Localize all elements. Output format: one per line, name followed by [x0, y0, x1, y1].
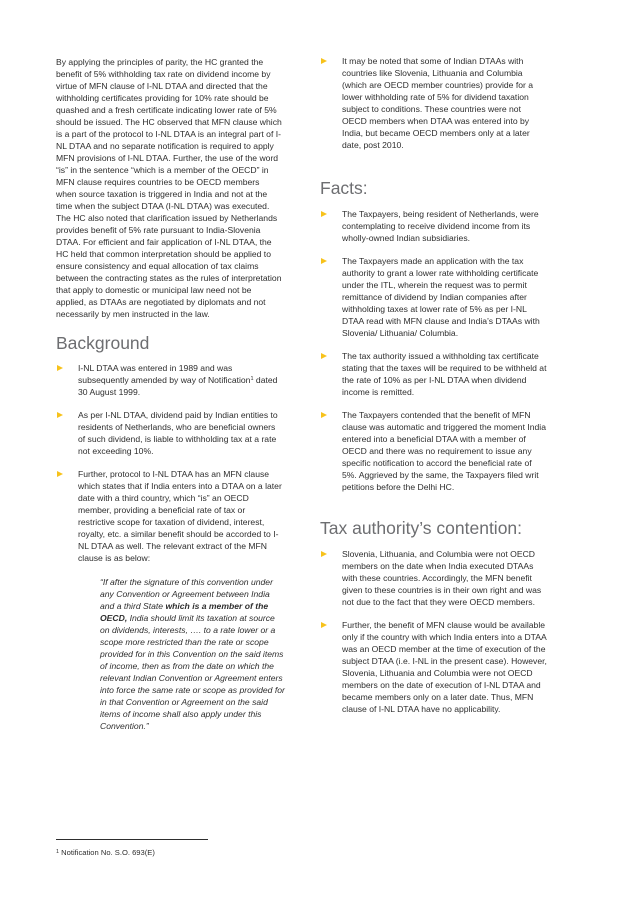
triangle-bullet-icon: [57, 471, 63, 477]
triangle-bullet-icon: [321, 58, 327, 64]
footnote: [56, 848, 155, 858]
list-item: [56, 468, 282, 564]
footnote-divider: [56, 839, 208, 840]
triangle-bullet-icon: [57, 412, 63, 418]
list-item-text: Slovenia, Lithuania, and Columbia were not OECD members on the date when India executed DTAAs with these countries. Accordingly, the MFN benefit given to these countries is in their own right and was not due to the fact that they were OECD members.: [342, 549, 542, 607]
list-item: [320, 350, 548, 398]
triangle-bullet-icon: [57, 365, 63, 371]
list-item: [320, 55, 548, 151]
triangle-bullet-icon: [321, 622, 327, 628]
list-item-text: Further, the benefit of MFN clause would be available only if the country with which India enters into a DTAA was an OECD member at the time of execution of the subject DTAA (i.e. I-NL in the present case). However, Slovenia, Lithuania and Columbia were not OECD members on the date of execution of I-NL DTAA and became members only on a later date. Thus, MFN clause of I-NL DTAA have no applicability.: [342, 620, 547, 714]
triangle-bullet-icon: [321, 211, 327, 217]
quote-text-before: “If after the signature of this convention under any Convention or Agreement between India and a third State: [100, 577, 273, 611]
facts-heading: Facts:: [320, 178, 368, 198]
background-list: [56, 362, 282, 564]
list-item: [320, 548, 548, 608]
triangle-bullet-icon: [321, 353, 327, 359]
list-item: [320, 619, 548, 715]
intro-list: [320, 55, 548, 151]
list-item: [320, 255, 548, 339]
list-item-text: Further, protocol to I-NL DTAA has an MFN clause which states that if India enters into a DTAA on a later date with a third country, which “is” an OECD member, providing a beneficial rate of tax or restrictive scope for taxation of dividend, interest, royalty, etc. a similar benefit should be accorded to I-NL DTAA as well. The relevant extract of the MFN clause is as below:: [78, 469, 282, 563]
list-item: [56, 409, 282, 457]
footnote-number: 1: [56, 849, 60, 855]
list-item-text: I-NL DTAA was entered in 1989 and was subsequently amended by way of Notification: [78, 363, 251, 385]
intro-paragraph: By applying the principles of parity, the HC granted the benefit of 5% withholding tax rate on dividend income by virtue of MFN clause of I-NL DTAA and directed that the withholding certificates providing for 10% rate should be quashed and a fresh certificate indicating lower rate of 5% should be issued. The HC observed that MFN clause which is a part of the protocol to I-NL DTAA is an integral part of I-NL DTAA and no separate notification is required to apply MFN provisions of I-NL DTAA. Further, the use of the word “is” in the sentence “which is a member of the OECD” in MFN clause requires countries to be OECD members when source taxation is triggered in India and not at the time when the subject DTAA (I-NL DTAA) was executed. The HC also noted that clarification issued by Netherlands provides benefit of 5% rate pursuant to India-Slovenia DTAA. For efficient and fair application of I-NL DTAA, the HC held that common interpretation should be applied to ensure consistency and equal allocation of tax claims between the contracting states as the rules of interpretation that apply to domestic or municipal law need not be applied, as DTAAs are negotiated by diplomats and not necessarily by men instructed in the law.: [56, 57, 282, 319]
list-item-text: The Taxpayers contended that the benefit of MFN clause was automatic and triggered the moment India entered into a beneficial DTAA with a member of OECD and there was no requirement to issue any specific notification to accord the beneficial rate of 5%. Aggrieved by the same, the Taxpayers filed writ petitions before the Delhi HC.: [342, 410, 546, 492]
triangle-bullet-icon: [321, 412, 327, 418]
list-item: [320, 208, 548, 244]
triangle-bullet-icon: [321, 258, 327, 264]
footnote-ref: 1: [250, 376, 254, 382]
list-item-text-after: dated 30 August 1999.: [78, 375, 278, 397]
list-item-text: The Taxpayers, being resident of Netherlands, were contemplating to receive dividend income from its wholly-owned Indian subsidiaries.: [342, 209, 539, 243]
mfn-clause-quote: [100, 576, 286, 732]
list-item-text: It may be noted that some of Indian DTAAs with countries like Slovenia, Lithuania and Columbia (which are OECD member countries) provide for a lower withholding rate of 5% for dividend taxation subject to conditions. These countries were not OECD members when DTAA was entered into by India, but became OECD members only at a later date, post 2010.: [342, 56, 534, 150]
quote-text-after: India should limit its taxation at source on dividends, interests, …. to a rate lower or a scope more restricted than the rate or scope provided for in this Convention on the said items of income, then as from the date on which the relevant Indian Convention or Agreement enters into force the same rate or scope as provided for in that Convention or Agreement on the said items of income shall also apply under this Convention.”: [100, 613, 285, 731]
list-item: [56, 362, 282, 398]
facts-list: [320, 208, 548, 493]
list-item: [320, 409, 548, 493]
triangle-bullet-icon: [321, 551, 327, 557]
list-item-text: As per I-NL DTAA, dividend paid by Indian entities to residents of Netherlands, who are beneficial owners of such dividend, is liable to withholding tax at a rate not exceeding 10%.: [78, 410, 278, 456]
right-column: [320, 55, 548, 715]
contention-list: [320, 548, 548, 715]
contention-heading: Tax authority’s contention:: [320, 518, 523, 538]
list-item-text: The Taxpayers made an application with the tax authority to grant a lower rate withholding certificate under the ITL, wherein the request was to permit remittance of dividend by Indian companies after withholding taxes at lower rate of 5% as per I-NL DTAA read with MFN clause and India’s DTAAs with Slovenia/ Lithuania/ Columbia.: [342, 256, 540, 338]
footnote-text: Notification No. S.O. 693(E): [59, 848, 155, 857]
quote-text-bold: which is a member of the OECD,: [100, 601, 269, 623]
background-heading: Background: [56, 333, 150, 353]
left-column: [56, 56, 285, 732]
list-item-text: The tax authority issued a withholding tax certificate stating that the taxes will be required to be withheld at the rate of 10% as per I-NL DTAA when dividend income is remitted.: [342, 351, 547, 397]
